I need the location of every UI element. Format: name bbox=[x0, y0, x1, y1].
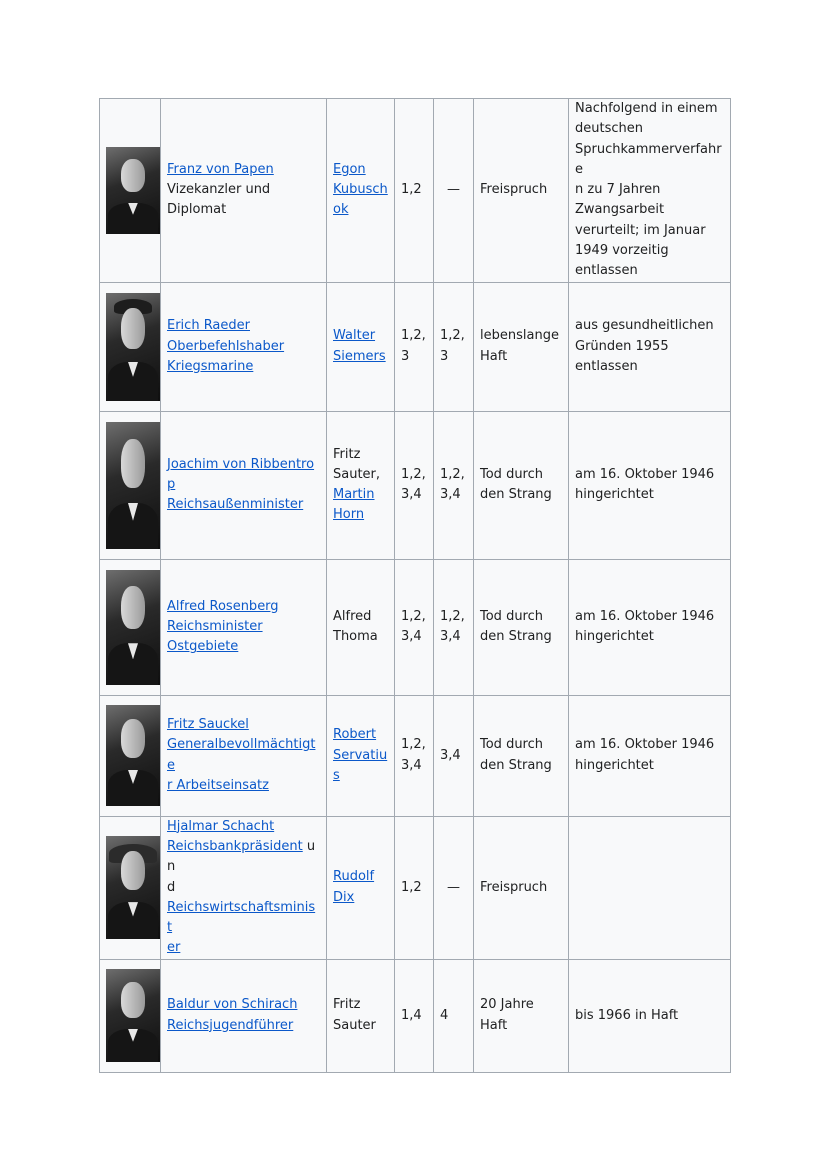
sentence-value: Tod durch den Strang bbox=[474, 411, 569, 559]
defendant-role-link[interactable]: Oberbefehlshaber Kriegsmarine bbox=[167, 338, 285, 374]
sentence-value: Tod durch den Strang bbox=[474, 695, 569, 816]
defendant-role-link[interactable]: Reichsminister Ostgebiete bbox=[167, 619, 263, 655]
portrait-image bbox=[106, 969, 160, 1062]
remark-cell: bis 1966 in Haft bbox=[575, 1007, 679, 1023]
portrait-image bbox=[106, 836, 160, 939]
table-row bbox=[100, 559, 731, 695]
verdict-value: 1,2, 3,4 bbox=[434, 411, 474, 559]
defendant-role-link[interactable]: Generalbevollmächtigte r Arbeitseinsatz bbox=[167, 737, 316, 793]
charges-value: 1,2, 3 bbox=[395, 282, 434, 411]
sentence-value: Freispruch bbox=[480, 879, 548, 895]
defender-name: Fritz Sauter bbox=[327, 959, 395, 1072]
defender-name: Fritz bbox=[333, 446, 361, 462]
table-row bbox=[100, 282, 731, 411]
defender-link[interactable]: Egon Kubusch ok bbox=[333, 161, 388, 218]
charges-value: 1,4 bbox=[401, 1007, 422, 1023]
portrait-image bbox=[106, 422, 160, 549]
charges-value: 1,2 bbox=[401, 182, 422, 198]
remark-cell: am 16. Oktober 1946 hingerichtet bbox=[569, 695, 731, 816]
portrait-image bbox=[106, 570, 160, 685]
portrait-image bbox=[106, 147, 160, 234]
defendants-table bbox=[99, 98, 731, 1073]
defendant-role-link[interactable]: Reichsaußenminister bbox=[167, 497, 304, 513]
sentence-value: lebenslange Haft bbox=[474, 282, 569, 411]
defendant-name-link[interactable]: Joachim von Ribbentrop bbox=[167, 456, 315, 493]
table-row bbox=[100, 959, 731, 1072]
defender-name: Sauter, bbox=[333, 466, 381, 482]
verdict-value: — bbox=[447, 879, 460, 895]
defendant-name-link[interactable]: Franz von Papen bbox=[167, 161, 274, 177]
sentence-value: Freispruch bbox=[480, 182, 548, 198]
sentence-value: Tod durch den Strang bbox=[474, 559, 569, 695]
defender-link[interactable]: Robert Servatiu s bbox=[333, 727, 388, 783]
defendant-role: Vizekanzler und bbox=[167, 182, 271, 198]
defender-link[interactable]: Walter Siemers bbox=[333, 328, 386, 364]
sentence-value: 20 Jahre Haft bbox=[474, 959, 569, 1072]
charges-value: 1,2 bbox=[401, 879, 422, 895]
defendant-name-link[interactable]: Fritz Sauckel bbox=[167, 717, 249, 733]
table-row bbox=[100, 695, 731, 816]
verdict-value: 1,2, 3 bbox=[434, 282, 474, 411]
remark-cell: am 16. Oktober 1946 hingerichtet bbox=[569, 411, 731, 559]
verdict-value: 4 bbox=[440, 1007, 449, 1023]
portrait-image bbox=[106, 293, 160, 401]
table-row bbox=[100, 411, 731, 559]
table-row bbox=[100, 99, 731, 283]
defendant-name-link[interactable]: Alfred Rosenberg bbox=[167, 598, 279, 614]
table-row bbox=[100, 816, 731, 959]
charges-value: 1,2, 3,4 bbox=[395, 559, 434, 695]
verdict-value: — bbox=[447, 182, 460, 198]
defendant-name-link[interactable]: Erich Raeder bbox=[167, 318, 250, 334]
defendant-name-link[interactable]: Baldur von Schirach bbox=[167, 997, 298, 1013]
charges-value: 1,2, 3,4 bbox=[395, 695, 434, 816]
defender-link[interactable]: Rudolf Dix bbox=[333, 869, 375, 905]
defendant-role-link[interactable]: Reichsbankpräsident bbox=[167, 838, 303, 854]
defendant-role-link[interactable]: Reichsjugendführer bbox=[167, 1017, 294, 1033]
defender-name: Alfred Thoma bbox=[327, 559, 395, 695]
defendant-role-link[interactable]: Reichswirtschaftsminist er bbox=[167, 899, 316, 956]
charges-value: 1,2, 3,4 bbox=[395, 411, 434, 559]
remark-cell: Nachfolgend in einem deutschen Spruchkammerverfahre n zu 7 Jahren Zwangsarbeit verurteilt; im Januar 1949 vorzeitig entlassen bbox=[569, 99, 731, 283]
portrait-image bbox=[106, 705, 160, 806]
remark-cell: aus gesundheitlichen Gründen 1955 entlassen bbox=[569, 282, 731, 411]
remark-cell: am 16. Oktober 1946 hingerichtet bbox=[569, 559, 731, 695]
remark-cell bbox=[569, 816, 731, 959]
defendant-role: Diplomat bbox=[167, 202, 227, 218]
defender-link[interactable]: Martin Horn bbox=[333, 487, 375, 523]
verdict-value: 1,2, 3,4 bbox=[434, 559, 474, 695]
role-connector: d bbox=[167, 879, 176, 895]
role-connector: un bbox=[167, 838, 316, 875]
verdict-value: 3,4 bbox=[440, 747, 461, 763]
defendant-name-link[interactable]: Hjalmar Schacht bbox=[167, 818, 275, 834]
